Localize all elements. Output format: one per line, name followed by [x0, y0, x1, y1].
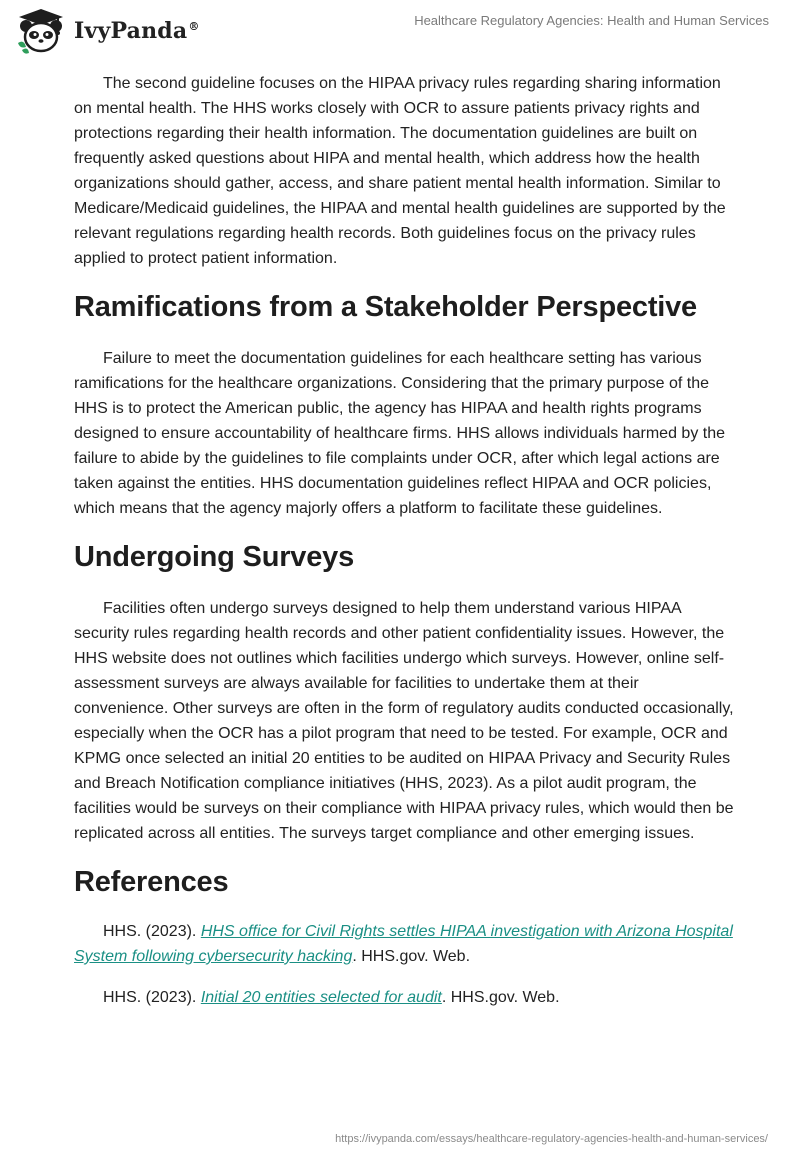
footer-url[interactable]: https://ivypanda.com/essays/healthcare-regulatory-agencies-health-and-human-services/ — [335, 1133, 768, 1145]
section-heading-ramifications: Ramifications from a Stakeholder Perspective — [74, 291, 697, 323]
reference-suffix: . HHS.gov. Web. — [352, 948, 471, 965]
intro-paragraph: The second guideline focuses on the HIPAA privacy rules regarding sharing information on mental health. The HHS works closely with OCR to assure patients privacy rights and protections regarding their health information. The documentation guidelines are built on frequently asked questions about HIPA and mental health, which address how the health organizations should gather, access, and share patient mental health information. Similar to Medicare/Medicaid guidelines, the HIPAA and mental health guidelines are supported by the relevant regulations regarding health records. Both guidelines focus on the privacy rules applied to protect patient information. — [74, 75, 726, 267]
reference-item — [74, 985, 734, 1010]
reference-prefix: HHS. (2023). — [103, 923, 201, 940]
ramifications-paragraph: Failure to meet the documentation guidelines for each healthcare setting has various ramifications for the healthcare organizations. Considering that the primary purpose of the HHS is to protect the American public, the agency has HIPAA and health rights programs designed to ensure accountability of healthcare firms. HHS allows individuals harmed by the failure to abide by the guidelines to file complaints under OCR, after which legal actions are taken against the entities. HHS documentation guidelines reflect HIPAA and OCR policies, which means that the agency majorly offers a platform to facilitate these guidelines. — [74, 350, 726, 517]
reference-item — [74, 919, 734, 969]
reference-suffix: . HHS.gov. Web. — [441, 989, 560, 1006]
panda-graduate-icon — [14, 6, 68, 56]
reference-link[interactable]: Initial 20 entities selected for audit — [200, 989, 442, 1006]
references-heading: References — [74, 866, 229, 898]
registered-mark: ® — [188, 19, 200, 33]
surveys-paragraph: Facilities often undergo surveys designed to help them understand various HIPAA security rules regarding health records and other patient confidentiality issues. However, the HHS website does not outlines which facilities undergo which surveys. However, online self-assessment surveys are always available for facilities to undertake them at their convenience. Other surveys are often in the form of regulatory audits conducted occasionally, especially when the OCR has a pilot program that need to be tested. For example, OCR and KPMG once selected an initial 20 entities to be audited on HIPAA Privacy and Security Rules and Breach Notification compliance initiatives (HHS, 2023). As a pilot audit program, the facilities would be surveys on their compliance with HIPAA privacy rules, which would then be replicated across all entities. The surveys target compliance and other emerging issues. — [74, 600, 734, 842]
brand-name-text: IvyPanda — [74, 18, 188, 44]
section-heading-surveys: Undergoing Surveys — [74, 541, 355, 573]
brand-logo[interactable] — [14, 6, 200, 56]
reference-link[interactable]: HHS office for Civil Rights settles HIPAA investigation with Arizona Hospital System following cybersecurity hacking — [74, 923, 733, 965]
brand-name — [74, 18, 200, 44]
essay-content — [74, 71, 734, 1026]
document-title: Healthcare Regulatory Agencies: Health and Human Services — [414, 13, 769, 28]
page-header — [0, 0, 800, 64]
reference-prefix: HHS. (2023). — [103, 989, 201, 1006]
